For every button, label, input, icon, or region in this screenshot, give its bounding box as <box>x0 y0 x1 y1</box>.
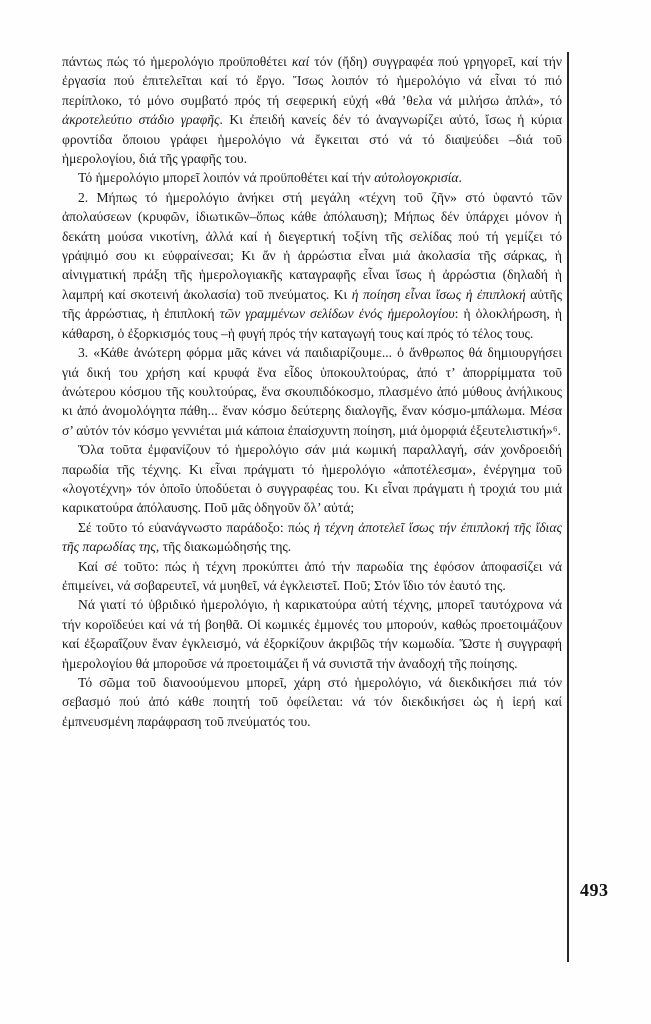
text-segment: Καί σέ τοῦτο: πώς ἡ τέχνη προκύπτει ἀπό τήν παρωδία της ἐφόσον ἀποφασίζει νά ἐπιμείνει, νά σοβαρευτεῖ, νά μυηθεῖ, νά ἐγκλειστεῖ. Ποῦ; Στόν ἴδιο τόν ἑαυτό της. <box>62 558 562 593</box>
italic-text: καί <box>291 54 310 69</box>
text-segment: : ἡ ὁλοκλήρωση, ἡ κάθαρση, ὁ ἐξορκισμός τους –ἡ φυγή πρός τήν καταγωγή τους καί πρός τό τέλος τους. <box>62 306 562 341</box>
paragraph <box>62 557 562 596</box>
paragraph <box>62 188 562 343</box>
margin-rule <box>567 52 569 962</box>
text-segment: , τῆς διακωμώδησής της. <box>155 539 292 555</box>
paragraph <box>62 673 562 731</box>
text-segment: Σέ τοῦτο τό εὐανάγνωστο παράδοξο: πώς <box>78 519 314 535</box>
text-segment: Τό ἡμερολόγιο μπορεῖ λοιπόν νά προϋποθέτει καί τήν <box>78 170 375 186</box>
text-segment: πάντως πώς τό ἡμερολόγιο προϋποθέτει <box>62 54 292 69</box>
text-segment: Τό σῶμα τοῦ διανοούμενου μπορεῖ, χάρη στό ἡμερολόγιο, νά διεκδικήσει πιά τόν σεβασμό πού ἀπό κάθε ποιητή τοῦ ὀφείλεται: νά τόν διεκδικήσει ὡς ἡ ἱερή καί ἐμπνευσμένη παράφραση τοῦ πνεύματός του. <box>62 675 562 729</box>
paragraph <box>62 518 562 557</box>
page-number: 493 <box>580 880 609 900</box>
italic-text: ἡ τέχνη ἀποτελεῖ ἴσως τήν ἐπιπλοκή τῆς ἴδιας τῆς παρωδίας της <box>62 519 562 555</box>
italic-text: ἀκροτελεύτιο στάδιο γραφῆς <box>62 112 220 128</box>
text-segment: Νά γιατί τό ὑβριδικό ἡμερολόγιο, ἡ καρικατούρα αὐτή τέχνης, μπορεῖ ταυτόχρονα νά τήν κοροϊδεύει καί νά τή βοηθᾶ. Οἱ κωμικές ἐμμονές του μπορούν, καθώς προετοιμάζουν καί ἐξωραΐζουν ἕναν ἐγκλεισμό, νά ἐξορκίζουν ἀκριβῶς τήν κωμωδία. Ὥστε ἡ συγγραφή ἡμερολογίου θά μποροῦσε νά προετοιμάζει ἤ νά συνιστᾶ τήν ἀναδοχή τῆς ποίησης. <box>62 597 562 671</box>
italic-text: ἡ ποίηση εἶναι ἴσως ἡ ἐπιπλοκή <box>351 286 526 302</box>
text-segment: . Κι ἐπειδή κανείς δέν τό ἀναγνωρίζει αὐτό, ἴσως ἡ κύρια φροντίδα ὅποιου γράφει ἡμερολόγιο νά ἔγκειται στό νά τό διαψεύδει –διά τοῦ ἡμερολογίου, διά τῆς γραφῆς του. <box>62 112 562 167</box>
text-segment: τόν (ἤδη) συγγραφέα πού γρηγορεῖ, καί τήν ἐργασία πού ἐπιτελεῖται καί τό ἔργο. Ἴσως λοιπόν τό ἡμερολόγιο νά εἶναι τό πιό περίπλοκο, τό μόνο συμβατό πρός τή σεφερική εὐχή «θά ’θελα νά μιλήσω ἁπλά», τό <box>62 54 562 108</box>
text-segment: 2. Μήπως τό ἡμερολόγιο ἀνήκει στή μεγάλη «τέχνη τοῦ ζῆν» στό ὑφαντό τῶν ἀπολαύσεων (κρυφῶν, ἰδιωτικῶν–ὅπως κάθε ἀπόλαυση); Μήπως δέν ὑπάρχει μόνον ἡ δεκάτη μούσα νικοτίνη, ἀλλά καί ἡ διεγερτική τοξίνη τῆς σελίδας πού τή γεμίζει τό γράψιμό σου κι εὐφραίνεσαι; Κι ἄν ἡ ἀρρώστια εἶναι μιά ἀκολασία τῆς σάρκας, ἡ αἰνιγματική πράξη τῆς ἡμερολογιακῆς καταγραφῆς εἶναι ἴσως ἡ ἀρρώστια (δηλαδή ἡ λαμπρή καί σκοτεινή ἀκολασία) τοῦ πνεύματος. Κι <box>62 189 562 302</box>
paragraph <box>62 168 562 187</box>
paragraph <box>62 52 562 168</box>
italic-text: αὐτολογοκρισία <box>374 170 459 186</box>
text-segment: αὐτῆς τῆς ἀρρώστιας, ἡ ἐπιπλοκή <box>62 286 562 322</box>
text-segment: . <box>458 170 462 186</box>
paragraph <box>62 595 562 673</box>
body-text <box>62 52 562 731</box>
italic-text: τῶν γραμμένων σελίδων ἑνός ἡμερολογίου <box>219 306 455 322</box>
text-segment: Ὅλα τοῦτα ἐμφανίζουν τό ἡμερολόγιο σάν μιά κωμική παραλλαγή, σάν χονδροειδή παρωδία τῆς τέχνης. Κι εἶναι πράγματι τό ἡμερολόγιο «ἀποτέλεσμα», ἐνέργημα τοῦ «λογοτέχνη» τόν ὁποῖο ὑποδύεται ὁ συγγραφέας του. Κι εἶναι πράγματι ἡ τροχιά του μιά καρικατούρα ἀπόλαυσης. Ποῦ μᾶς ὁδηγοῦν ὅλ’ αὐτά; <box>62 442 562 516</box>
paragraph <box>62 343 562 440</box>
paragraph <box>62 440 562 518</box>
text-segment: 3. «Κάθε ἀνώτερη φόρμα μᾶς κάνει νά παιδιαρίζουμε... ὁ ἄνθρωπος θά δημιουργήσει γιά δική του χρήση καί κρυφά ἕνα εἶδος ὑποκουλτούρας, ἀπό τ’ ἀπορρίμματα τοῦ ἀνώτερου κόσμου τῆς κουλτούρας, ἕνα σκουπιδόκοσμο, πλασμένο ἀπό μύθους ἀνήλικους κι ἀπό ἀνομολόγητα πάθη... ἕναν κόσμο δεύτερης διαλογῆς, ἕναν κόσμο-μπάλωμα. Μέσα σ’ αὐτόν τόν κόσμο γεννιέται μιά κάποια ἐπαίσχυντη ποίηση, μιά ὁμορφιά ἐξευτελιστική»⁶. <box>62 345 562 438</box>
